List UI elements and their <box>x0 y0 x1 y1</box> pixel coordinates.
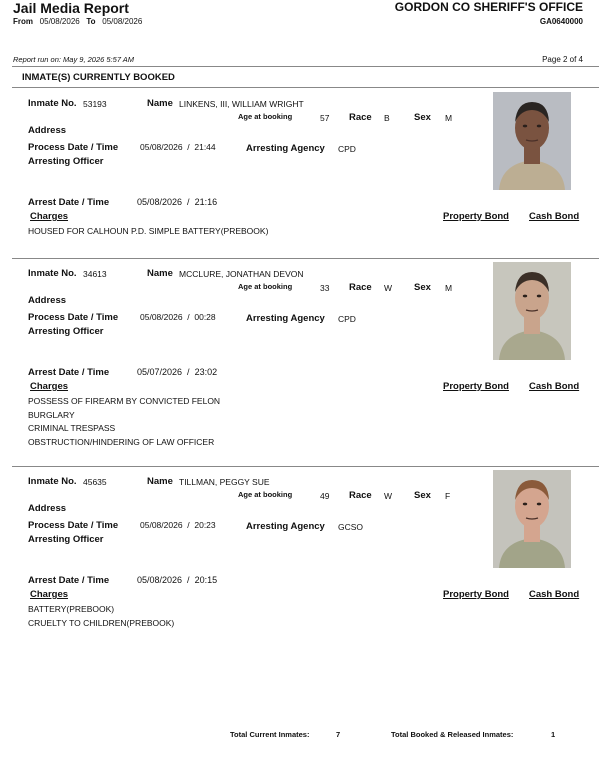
inmate-no-label: Inmate No. <box>28 268 77 279</box>
inmate-age: 33 <box>320 283 330 293</box>
inmate-record <box>12 92 599 267</box>
address-label: Address <box>28 295 67 306</box>
inmate-record <box>12 470 599 645</box>
process-label: Process Date / Time <box>28 142 119 153</box>
agency-label: Arresting Agency <box>246 143 325 154</box>
name-label: Name <box>147 476 173 487</box>
charge-line: OBSTRUCTION/HINDERING OF LAW OFFICER <box>28 436 215 447</box>
property-bond-label: Property Bond <box>443 211 509 222</box>
section-title: INMATE(S) CURRENTLY BOOKED <box>22 72 175 83</box>
mugshot-image <box>493 470 571 568</box>
charges-label: Charges <box>30 211 69 222</box>
inmate-name: TILLMAN, PEGGY SUE <box>179 477 270 487</box>
inmate-no: 34613 <box>83 269 107 279</box>
charge-line: CRIMINAL TRESPASS <box>28 423 116 433</box>
inmate-sex: M <box>445 283 453 293</box>
mugshot-image <box>493 92 571 190</box>
arrest-time: 21:16 <box>194 197 218 207</box>
charge-line: BATTERY(PREBOOK) <box>28 604 115 614</box>
inmate-record <box>12 262 599 447</box>
arresting-agency: GCSO <box>338 522 364 532</box>
property-bond-label: Property Bond <box>443 589 509 600</box>
inmate-divider <box>12 258 599 259</box>
cash-bond-label: Cash Bond <box>529 211 580 222</box>
arrest-datetime: 05/08/2026 / 20:15 <box>137 575 218 585</box>
process-time: 21:44 <box>194 142 216 152</box>
arrest-datetime: 05/08/2026 / 21:16 <box>137 197 218 207</box>
property-bond-label: Property Bond <box>443 381 509 392</box>
process-date: 05/08/2026 <box>140 312 183 322</box>
address-label: Address <box>28 503 67 514</box>
arrest-label: Arrest Date / Time <box>28 367 110 378</box>
inmate-divider <box>12 466 599 467</box>
from-label: From <box>13 17 33 26</box>
inmate-no-label: Inmate No. <box>28 98 77 109</box>
charge-line: CRUELTY TO CHILDREN(PREBOOK) <box>28 617 175 628</box>
name-label: Name <box>147 98 173 109</box>
officer-label: Arresting Officer <box>28 326 104 337</box>
charges-list <box>28 603 174 630</box>
charges-list <box>28 395 220 449</box>
sex-label: Sex <box>414 112 431 123</box>
sex-label: Sex <box>414 490 431 501</box>
arresting-agency: CPD <box>338 144 356 154</box>
process-datetime: 05/08/2026 / 00:28 <box>140 312 216 322</box>
agency-label: Arresting Agency <box>246 521 325 532</box>
to-label: To <box>86 17 96 26</box>
charge-line: BURGLARY <box>28 409 75 420</box>
age-label: Age at booking <box>238 282 293 291</box>
process-date: 05/08/2026 <box>140 142 183 152</box>
inmate-no-label: Inmate No. <box>28 476 77 487</box>
arrest-date: 05/08/2026 <box>137 575 183 585</box>
race-label: Race <box>349 282 372 293</box>
arrest-datetime: 05/07/2026 / 23:02 <box>137 367 218 377</box>
agency-label: Arresting Agency <box>246 313 325 324</box>
mugshot-photo <box>493 262 571 360</box>
from-date: 05/08/2026 <box>39 17 80 26</box>
mugshot-image <box>493 262 571 360</box>
total-released-value: 1 <box>551 730 556 739</box>
process-datetime: 05/08/2026 / 21:44 <box>140 142 216 152</box>
arrest-date: 05/07/2026 <box>137 367 183 377</box>
process-label: Process Date / Time <box>28 520 119 531</box>
charge-line: POSSESS OF FIREARM BY CONVICTED FELON <box>28 396 221 406</box>
charges-list <box>28 225 268 239</box>
process-datetime: 05/08/2026 / 20:23 <box>140 520 216 530</box>
total-current-value: 7 <box>336 730 341 739</box>
process-time: 20:23 <box>194 520 216 530</box>
inmate-sex: F <box>445 491 451 501</box>
inmate-name: MCCLURE, JONATHAN DEVON <box>179 269 304 279</box>
arresting-agency: CPD <box>338 314 356 324</box>
name-label: Name <box>147 268 173 279</box>
inmate-age: 49 <box>320 491 330 501</box>
inmate-name: LINKENS, III, WILLIAM WRIGHT <box>179 99 304 109</box>
mugshot-photo <box>493 92 571 190</box>
date-range <box>13 17 142 26</box>
mugshot-photo <box>493 470 571 568</box>
charges-label: Charges <box>30 589 69 600</box>
inmate-no: 45635 <box>83 477 107 487</box>
cash-bond-label: Cash Bond <box>529 381 580 392</box>
report-title: Jail Media Report <box>13 0 129 16</box>
officer-label: Arresting Officer <box>28 156 104 167</box>
race-label: Race <box>349 112 372 123</box>
report-run-on: Report run on: May 9, 2026 5:57 AM <box>13 55 135 64</box>
charge-line: HOUSED FOR CALHOUN P.D. SIMPLE BATTERY(PREBOOK) <box>28 226 269 236</box>
age-label: Age at booking <box>238 490 293 499</box>
page-number: Page 2 of 4 <box>542 55 583 64</box>
arrest-label: Arrest Date / Time <box>28 197 110 208</box>
arrest-date: 05/08/2026 <box>137 197 183 207</box>
address-label: Address <box>28 125 67 136</box>
total-current-label: Total Current Inmates: <box>230 730 310 739</box>
ori-number: GA0640000 <box>539 17 583 26</box>
process-time: 00:28 <box>194 312 216 322</box>
section-divider <box>12 87 599 88</box>
arrest-time: 20:15 <box>194 575 218 585</box>
officer-label: Arresting Officer <box>28 534 104 545</box>
inmate-race: W <box>384 491 393 501</box>
top-divider <box>12 66 599 67</box>
inmate-race: B <box>384 113 390 123</box>
charges-label: Charges <box>30 381 69 392</box>
arrest-time: 23:02 <box>194 367 218 377</box>
to-date: 05/08/2026 <box>102 17 143 26</box>
process-date: 05/08/2026 <box>140 520 183 530</box>
arrest-label: Arrest Date / Time <box>28 575 110 586</box>
inmate-age: 57 <box>320 113 330 123</box>
inmate-sex: M <box>445 113 453 123</box>
office-name: GORDON CO SHERIFF'S OFFICE <box>394 0 583 14</box>
race-label: Race <box>349 490 372 501</box>
inmate-no: 53193 <box>83 99 107 109</box>
total-released-label: Total Booked & Released Inmates: <box>391 730 514 739</box>
process-label: Process Date / Time <box>28 312 119 323</box>
cash-bond-label: Cash Bond <box>529 589 580 600</box>
sex-label: Sex <box>414 282 431 293</box>
age-label: Age at booking <box>238 112 293 121</box>
inmate-race: W <box>384 283 393 293</box>
